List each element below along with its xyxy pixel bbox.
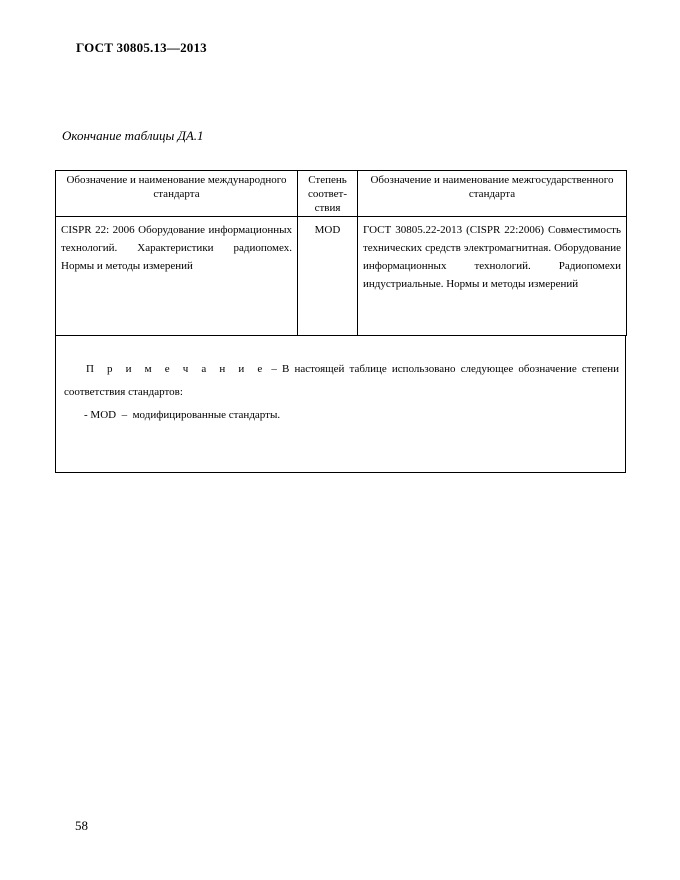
column-header-international: Обозначение и наименование международного стандарта — [56, 171, 298, 217]
note-item: - MOD – модифицированные стандарты. — [84, 409, 281, 421]
note-label: П р и м е ч а н и е — [86, 363, 267, 375]
note-text: – В настоящей таблице использовано следующее обозначение степени соответствия стандартов: — [64, 363, 619, 398]
cell-interstate-standard: ГОСТ 30805.22-2013 (CISPR 22:2006) Совместимость технических средств электромагнитная. Оборудование информационных технологий. Радиопомехи индустриальные. Нормы и методы измерений — [358, 217, 627, 336]
table-caption: Окончание таблицы ДА.1 — [62, 128, 204, 143]
table-row — [56, 217, 627, 336]
document-header: ГОСТ 30805.13—2013 — [76, 40, 207, 55]
cell-international-standard: CISPR 22: 2006 Оборудование информационных технологий. Характеристики радиопомех. Нормы и методы измерений — [56, 217, 298, 336]
note-paragraph — [64, 358, 619, 404]
page-number: 58 — [75, 818, 88, 833]
cell-degree: MOD — [298, 217, 358, 336]
standards-table — [55, 170, 626, 473]
table-header-row — [56, 171, 627, 217]
column-header-interstate: Обозначение и наименование межгосударственного стандарта — [358, 171, 627, 217]
table-note — [55, 336, 626, 473]
column-header-degree: Степень соответ-ствия — [298, 171, 358, 217]
